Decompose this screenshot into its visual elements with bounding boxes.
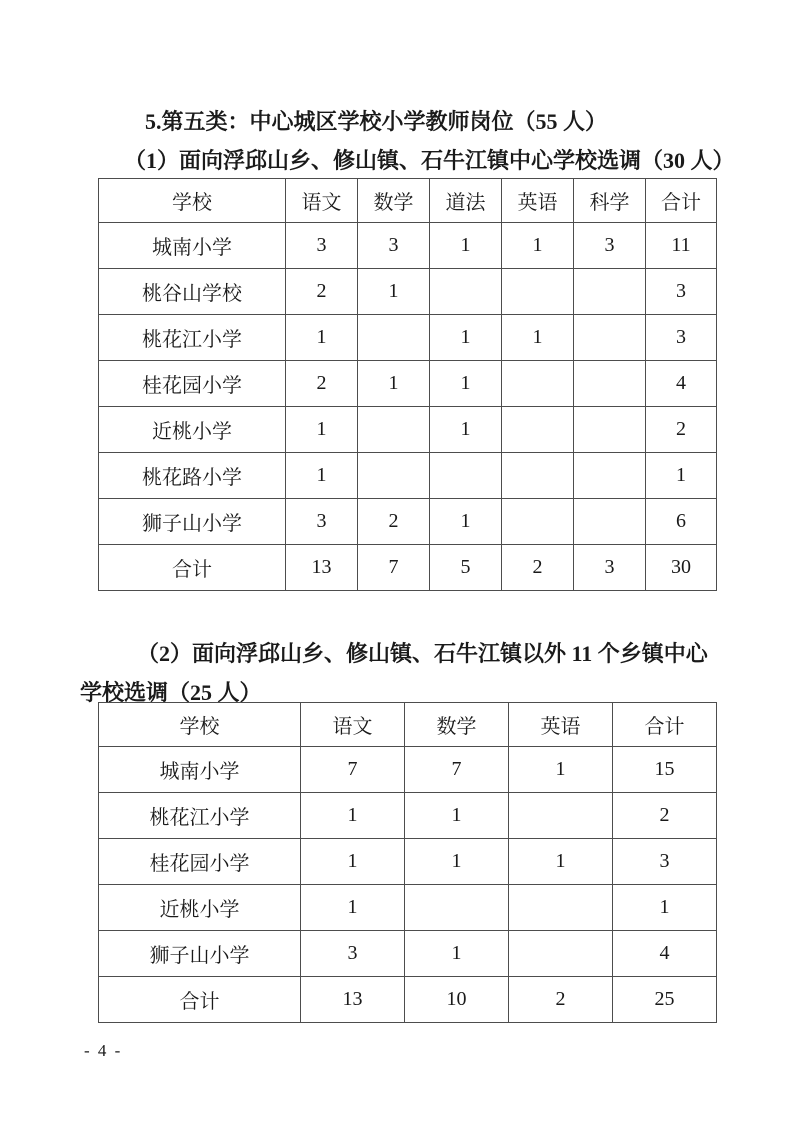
count-cell: 1 [509,839,613,885]
count-cell: 1 [509,747,613,793]
count-cell: 1 [301,839,405,885]
count-cell [502,361,574,407]
count-cell: 2 [509,977,613,1023]
column-header: 学校 [99,703,301,747]
count-cell: 1 [430,361,502,407]
row-label-cell: 近桃小学 [99,407,286,453]
count-cell: 1 [301,793,405,839]
column-header: 学校 [99,179,286,223]
count-cell: 3 [646,315,717,361]
count-cell [502,453,574,499]
table-row [99,885,717,931]
row-label-cell: 城南小学 [99,747,301,793]
count-cell: 11 [646,223,717,269]
count-cell: 3 [286,223,358,269]
table-row [99,839,717,885]
table-row [99,269,717,315]
count-cell: 2 [613,793,717,839]
count-cell [405,885,509,931]
count-cell: 1 [646,453,717,499]
table-row [99,407,717,453]
count-cell [358,315,430,361]
count-cell: 1 [430,407,502,453]
count-cell: 1 [502,223,574,269]
column-header: 英语 [502,179,574,223]
column-header: 数学 [358,179,430,223]
row-label-cell: 桃花江小学 [99,793,301,839]
count-cell: 10 [405,977,509,1023]
count-cell: 3 [646,269,717,315]
count-cell: 7 [358,545,430,591]
count-cell: 7 [405,747,509,793]
header-row [99,703,717,747]
row-label-cell: 近桃小学 [99,885,301,931]
row-label-cell: 城南小学 [99,223,286,269]
count-cell: 4 [646,361,717,407]
row-label-cell: 桂花园小学 [99,361,286,407]
count-cell: 3 [574,545,646,591]
count-cell [509,931,613,977]
count-cell: 1 [286,453,358,499]
table-row [99,361,717,407]
count-cell [502,499,574,545]
count-cell: 1 [430,315,502,361]
count-cell: 3 [574,223,646,269]
count-cell: 1 [358,361,430,407]
count-cell [574,453,646,499]
count-cell: 1 [430,499,502,545]
count-cell: 1 [405,839,509,885]
count-cell: 3 [286,499,358,545]
count-cell [574,361,646,407]
table-row [99,793,717,839]
table-row [99,747,717,793]
table-row [99,977,717,1023]
count-cell: 1 [430,223,502,269]
subsection-1-heading: （1）面向浮邱山乡、修山镇、石牛江镇中心学校选调（30 人） [124,148,735,173]
row-label-cell: 狮子山小学 [99,931,301,977]
count-cell: 1 [405,793,509,839]
count-cell [574,315,646,361]
count-cell [574,269,646,315]
count-cell: 1 [301,885,405,931]
header-row [99,179,717,223]
count-cell: 1 [502,315,574,361]
count-cell: 2 [286,269,358,315]
count-cell: 3 [358,223,430,269]
column-header: 语文 [286,179,358,223]
column-header: 英语 [509,703,613,747]
count-cell [358,453,430,499]
subsection-2-heading-line2: 学校选调（25 人） [80,680,262,705]
count-cell: 6 [646,499,717,545]
count-cell: 3 [613,839,717,885]
count-cell [430,453,502,499]
row-label-cell: 桃花江小学 [99,315,286,361]
count-cell [509,793,613,839]
count-cell [509,885,613,931]
row-label-cell: 桃谷山学校 [99,269,286,315]
count-cell: 1 [358,269,430,315]
row-label-cell: 桂花园小学 [99,839,301,885]
count-cell: 1 [286,407,358,453]
count-cell: 5 [430,545,502,591]
count-cell: 7 [301,747,405,793]
count-cell: 13 [301,977,405,1023]
count-cell: 1 [613,885,717,931]
column-header: 道法 [430,179,502,223]
table-township-school-selection-25 [98,702,717,1023]
count-cell: 15 [613,747,717,793]
table-row [99,453,717,499]
count-cell: 2 [502,545,574,591]
count-cell: 13 [286,545,358,591]
row-label-cell: 合计 [99,977,301,1023]
subsection-2-heading-line1: （2）面向浮邱山乡、修山镇、石牛江镇以外 11 个乡镇中心 [137,641,708,666]
count-cell: 2 [286,361,358,407]
row-label-cell: 桃花路小学 [99,453,286,499]
count-cell: 1 [286,315,358,361]
count-cell: 25 [613,977,717,1023]
table-row [99,315,717,361]
main-heading: 5.第五类：中心城区学校小学教师岗位（55 人） [145,109,608,134]
count-cell [502,269,574,315]
column-header: 数学 [405,703,509,747]
table-row [99,499,717,545]
count-cell: 4 [613,931,717,977]
count-cell [358,407,430,453]
count-cell [574,499,646,545]
count-cell [574,407,646,453]
count-cell: 1 [405,931,509,977]
count-cell: 2 [358,499,430,545]
column-header: 合计 [613,703,717,747]
row-label-cell: 狮子山小学 [99,499,286,545]
count-cell [430,269,502,315]
table-row [99,545,717,591]
column-header: 合计 [646,179,717,223]
count-cell: 2 [646,407,717,453]
count-cell: 3 [301,931,405,977]
column-header: 科学 [574,179,646,223]
page-number: - 4 - [84,1041,123,1060]
column-header: 语文 [301,703,405,747]
count-cell: 30 [646,545,717,591]
row-label-cell: 合计 [99,545,286,591]
table-row [99,931,717,977]
count-cell [502,407,574,453]
table-row [99,223,717,269]
table-central-school-selection-30 [98,178,717,591]
